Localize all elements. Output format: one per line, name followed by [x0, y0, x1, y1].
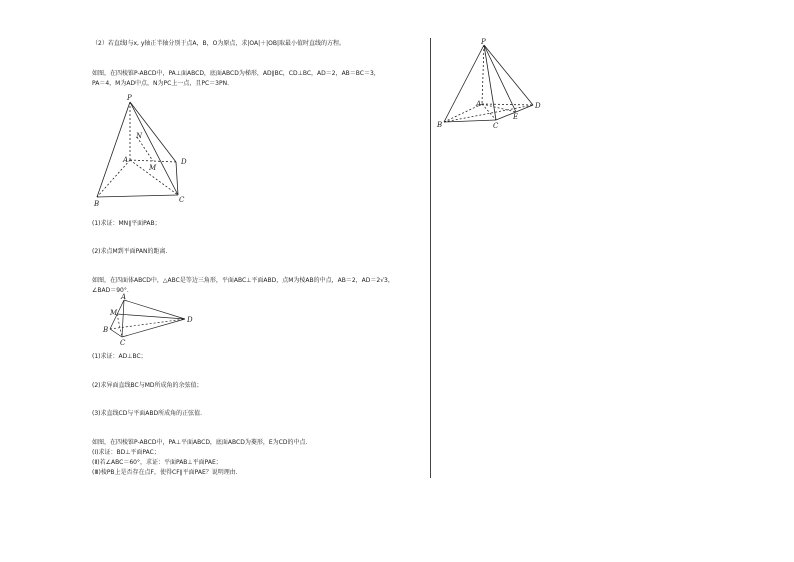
- label-P: P: [127, 94, 132, 102]
- tetrahedron-figure-2: [100, 295, 195, 345]
- label-D: D: [187, 316, 193, 324]
- label-N: N: [136, 132, 143, 140]
- problem1-part2: (2)求点M到平面PAN的距离.: [92, 248, 168, 255]
- problem2-text-line1: 如图，在四面体ABCD中，△ABC是等边三角形，平面ABC⊥平面ABD，点M为棱AB的中点，AB＝2，AD＝2√3，: [92, 277, 394, 284]
- problem3-text-line1: 如图，在四棱锥P-ABCD中，PA⊥平面ABCD，底面ABCD为菱形，E为CD的中点.: [92, 439, 308, 446]
- problem2-part1: (1)求证：AD⊥BC；: [92, 353, 147, 360]
- problem2-part2: (2)求异面直线BC与MD所成角的余弦值；: [92, 382, 203, 389]
- problem2-text-line2: ∠BAD＝90°.: [92, 287, 129, 294]
- pyramid-figure-1: [90, 92, 200, 207]
- label-A: A: [123, 156, 129, 164]
- column-divider: [430, 38, 431, 478]
- label-E: E: [513, 113, 519, 121]
- problem2-part3: (3)求直线CD与平面ABD所成角的正弦值.: [92, 410, 203, 417]
- label-C: C: [120, 339, 126, 347]
- problem1-text-line2: PA＝4，M为AD中点，N为PC上一点，且PC＝3PN.: [92, 80, 229, 87]
- label-C: C: [179, 196, 185, 204]
- label-D: D: [535, 102, 541, 110]
- problem3-part1: (Ⅰ)求证：BD⊥平面PAC；: [92, 449, 160, 456]
- problem3-part2: (Ⅱ)若∠ABC＝60°，求证：平面PAB⊥平面PAE；: [92, 459, 222, 466]
- question-line-top: （2）若直线l与x, y轴正半轴分别于点A，B，O为原点，求|OA|＋|OB|取最小值时直线的方程。: [92, 40, 345, 47]
- label-C: C: [493, 122, 499, 130]
- label-A: A: [476, 100, 482, 108]
- label-M: M: [149, 164, 157, 172]
- label-D: D: [181, 158, 187, 166]
- problem1-text-line1: 如图，在四棱锥P-ABCD中，PA⊥面ABCD，底面ABCD为梯形，AD∥BC，CD⊥BC，AD＝2，AB＝BC＝3，: [92, 70, 380, 77]
- label-A: A: [121, 293, 127, 301]
- problem3-part3: (Ⅲ)棱PB上是否存在点F，使得CF∥平面PAE？说明理由.: [92, 469, 238, 476]
- pyramid-figure-3: [436, 40, 546, 130]
- label-P: P: [481, 38, 486, 46]
- label-B: B: [437, 121, 443, 129]
- label-B: B: [103, 326, 109, 334]
- label-M: M: [110, 309, 118, 317]
- label-B: B: [94, 200, 100, 208]
- problem1-part1: (1)求证：MN∥平面PAB；: [92, 220, 161, 227]
